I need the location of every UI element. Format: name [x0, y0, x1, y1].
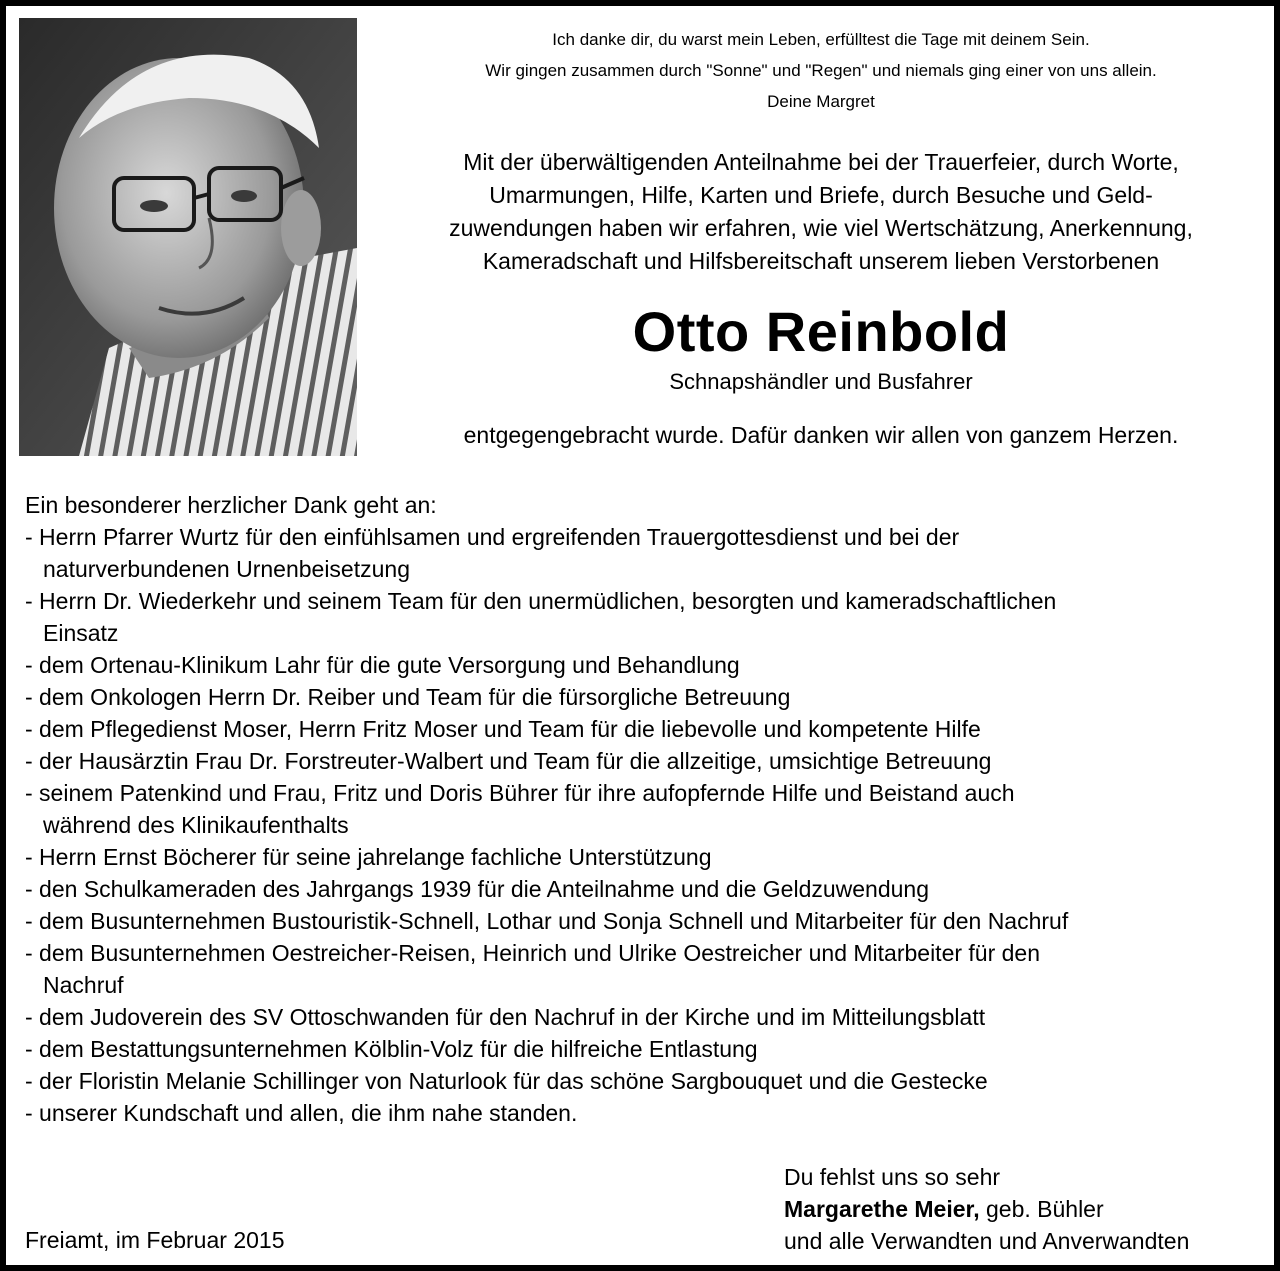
- list-item-continuation: während des Klinikaufenthalts: [43, 812, 349, 838]
- deceased-name: Otto Reinbold: [632, 300, 1010, 363]
- maiden-name: geb. Bühler: [979, 1196, 1104, 1222]
- deceased-profession: Schnapshändler und Busfahrer: [669, 369, 973, 394]
- quote-line-1: Ich danke dir, du warst mein Leben, erfülltest die Tage mit deinem Sein.: [552, 30, 1090, 49]
- closing-line-3: und alle Verwandten und Anverwandten: [784, 1228, 1190, 1254]
- list-item: - dem Onkologen Herrn Dr. Reiber und Team für die fürsorgliche Betreuung: [25, 684, 791, 710]
- closing-line-1: Du fehlst uns so sehr: [784, 1164, 1001, 1190]
- quote-line-2: Wir gingen zusammen durch "Sonne" und "Regen" und niemals ging einer von uns allein.: [485, 61, 1157, 80]
- received-line: entgegengebracht wurde. Dafür danken wir allen von ganzem Herzen.: [463, 422, 1179, 448]
- list-item: - Herrn Dr. Wiederkehr und seinem Team für den unermüdlichen, besorgten und kameradschaftlichen: [25, 588, 1057, 614]
- list-item: - Herrn Pfarrer Wurtz für den einfühlsamen und ergreifenden Trauergottesdienst und bei der: [25, 524, 960, 550]
- list-item: - dem Judoverein des SV Ottoschwanden für den Nachruf in der Kirche und im Mitteilungsblatt: [25, 1004, 986, 1030]
- widow-name: Margarethe Meier,: [784, 1196, 980, 1222]
- thanks-line-3: zuwendungen haben wir erfahren, wie viel Wertschätzung, Anerkennung,: [449, 215, 1193, 241]
- quote-signature: Deine Margret: [767, 92, 875, 111]
- list-item-continuation: Einsatz: [43, 620, 119, 646]
- portrait-image: [19, 18, 357, 456]
- list-item: - unserer Kundschaft und allen, die ihm nahe standen.: [25, 1100, 578, 1126]
- closing-line-2: [784, 1193, 1189, 1225]
- list-item: - der Hausärztin Frau Dr. Forstreuter-Walbert und Team für die allzeitige, umsichtige Betreuung: [25, 748, 992, 774]
- list-item-continuation: Nachruf: [43, 972, 124, 998]
- list-intro: Ein besonderer herzlicher Dank geht an:: [25, 492, 437, 518]
- list-item: - Herrn Ernst Böcherer für seine jahrelange fachliche Unterstützung: [25, 844, 712, 870]
- list-item: - dem Busunternehmen Bustouristik-Schnell, Lothar und Sonja Schnell und Mitarbeiter für den Nachruf: [25, 908, 1069, 934]
- list-item: - dem Ortenau-Klinikum Lahr für die gute Versorgung und Behandlung: [25, 652, 740, 678]
- thanks-line-4: Kameradschaft und Hilfsbereitschaft unserem lieben Verstorbenen: [482, 248, 1160, 274]
- thanks-paragraph: [371, 146, 1271, 278]
- thanks-line-2: Umarmungen, Hilfe, Karten und Briefe, durch Besuche und Geld-: [489, 182, 1153, 208]
- list-item: - dem Pflegedienst Moser, Herrn Fritz Moser und Team für die liebevolle und kompetente Hilfe: [25, 716, 981, 742]
- thanks-line-1: Mit der überwältigenden Anteilnahme bei der Trauerfeier, durch Worte,: [463, 149, 1179, 175]
- list-item-continuation: naturverbundenen Urnenbeisetzung: [43, 556, 410, 582]
- list-item: - den Schulkameraden des Jahrgangs 1939 für die Anteilnahme und die Geldzuwendung: [25, 876, 930, 902]
- list-item: - der Floristin Melanie Schillinger von Naturlook für das schöne Sargbouquet und die Gestecke: [25, 1068, 988, 1094]
- list-item: - seinem Patenkind und Frau, Fritz und Doris Bührer für ihre aufopfernde Hilfe und Beistand auch: [25, 780, 1015, 806]
- place-date: Freiamt, im Februar 2015: [25, 1227, 285, 1253]
- closing-signature: [784, 1161, 1189, 1257]
- list-item: - dem Bestattungsunternehmen Kölblin-Volz für die hilfreiche Entlastung: [25, 1036, 758, 1062]
- acknowledgement-list: [25, 489, 1275, 1129]
- quote-block: [371, 24, 1271, 117]
- list-item: - dem Busunternehmen Oestreicher-Reisen, Heinrich und Ulrike Oestreicher und Mitarbeiter für den: [25, 940, 1041, 966]
- portrait-photo: [19, 18, 357, 456]
